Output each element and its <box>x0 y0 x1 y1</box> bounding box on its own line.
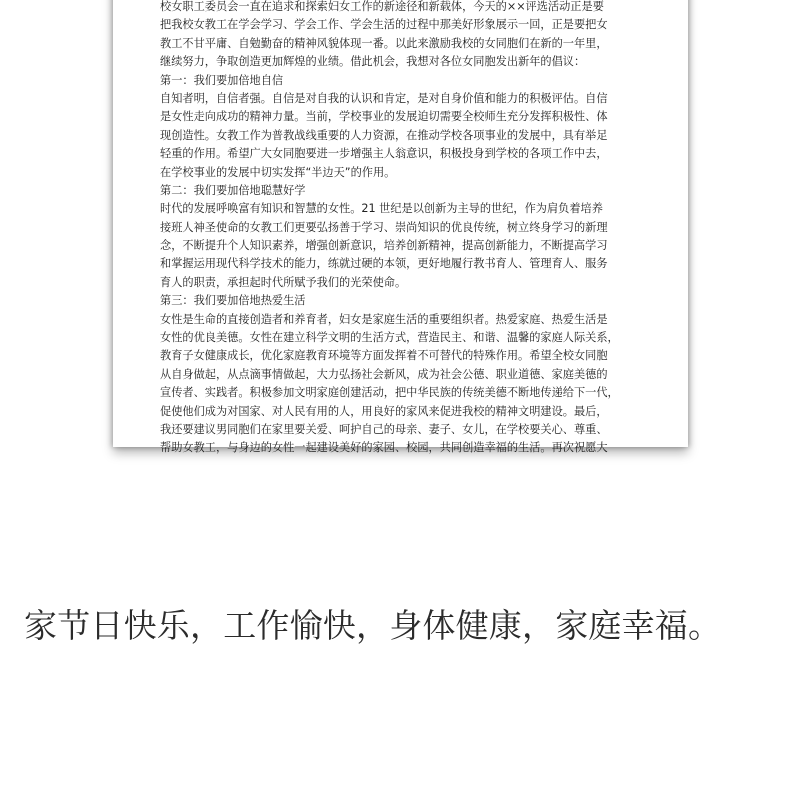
document-line: 育人的职责，承担起时代所赋予我们的光荣使命。 <box>160 275 407 289</box>
document-line: 时代的发展呼唤富有知识和智慧的女性。21 世纪是以创新为主导的世纪，作为肩负着培养 <box>160 202 603 216</box>
document-line: 帮助女教工，与身边的女性一起建设美好的家园、校园，共同创造幸福的生活。再次祝愿大 <box>160 441 608 455</box>
document-line: 接班人神圣使命的女教工们更要弘扬善于学习、崇尚知识的优良传统，树立终身学习的新理 <box>160 220 608 234</box>
section-heading: 第二：我们要加倍地聪慧好学 <box>160 183 306 197</box>
document-line: 校女职工委员会一直在追求和探索妇女工作的新途径和新载体，今天的××评选活动正是要 <box>160 0 604 13</box>
document-line: 教工不甘平庸、自勉勤奋的精神风貌体现一番。以此来激励我校的女同胞们在新的一年里， <box>160 36 608 50</box>
document-line: 把我校女教工在学会学习、学会工作、学会生活的过程中那美好形象展示一回，正是要把女 <box>160 18 608 32</box>
document-line: 是女性走向成功的精神力量。当前，学校事业的发展迫切需要全校师生充分发挥积极性、体 <box>160 110 608 124</box>
document-line: 自知者明，自信者强。自信是对自我的认识和肯定，是对自身价值和能力的积极评估。自信 <box>160 91 608 105</box>
document-line: 和掌握运用现代科学技术的能力，练就过硬的本领，更好地履行教书育人、管理育人、服务 <box>160 257 608 271</box>
page-continuation-caption: 家节日快乐，工作愉快，身体健康，家庭幸福。 <box>24 606 722 645</box>
document-line: 促使他们成为对国家、对人民有用的人，用良好的家风来促进我校的精神文明建设。最后， <box>160 404 608 418</box>
section-heading: 第一：我们要加倍地自信 <box>160 73 284 87</box>
document-line: 我还要建议男同胞们在家里要关爱、呵护自己的母亲、妻子、女儿，在学校要关心、尊重、 <box>160 422 608 436</box>
section-heading: 第三：我们要加倍地热爱生活 <box>160 294 306 308</box>
document-line: 从自身做起，从点滴事情做起，大力弘扬社会新风，成为社会公德、职业道德、家庭美德的 <box>160 367 608 381</box>
document-line: 轻重的作用。希望广大女同胞要进一步增强主人翁意识，积极投身到学校的各项工作中去， <box>160 147 608 161</box>
document-line: 教育子女健康成长，优化家庭教育环境等方面发挥着不可替代的特殊作用。希望全校女同胞 <box>160 349 608 363</box>
document-line: 女性是生命的直接创造者和养育者，妇女是家庭生活的重要组织者。热爱家庭、热爱生活是 <box>160 312 608 326</box>
document-line: 在学校事业的发展中切实发挥“半边天”的作用。 <box>160 165 396 179</box>
document-line: 念，不断提升个人知识素养，增强创新意识，培养创新精神，提高创新能力，不断提高学习 <box>160 239 608 253</box>
document-body <box>160 0 650 458</box>
document-line: 继续努力，争取创造更加辉煌的业绩。借此机会，我想对各位女同胞发出新年的倡议： <box>160 55 586 69</box>
document-line: 宣传者、实践者。积极参加文明家庭创建活动，把中华民族的传统美德不断地传递给下一代， <box>160 386 619 400</box>
document-line: 女性的优良美德。女性在建立科学文明的生活方式，营造民主、和谐、温馨的家庭人际关系， <box>160 331 619 345</box>
document-line: 现创造性。女教工作为普教战线重要的人力资源，在推动学校各项事业的发展中，具有举足 <box>160 128 608 142</box>
document-page-card <box>113 0 688 455</box>
